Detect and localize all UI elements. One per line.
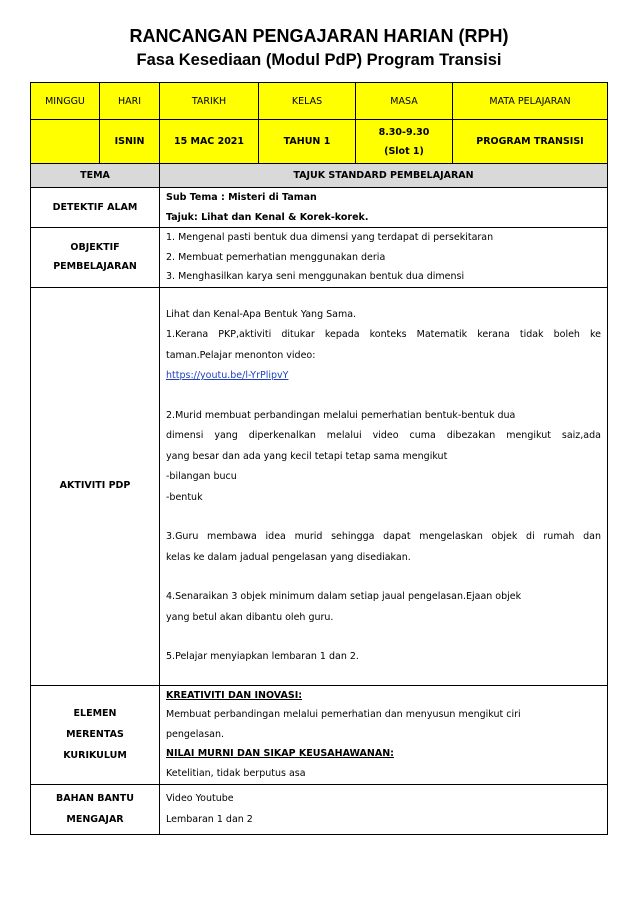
aktiviti-row	[31, 287, 608, 685]
header-tarikh: TARIKH	[160, 83, 259, 120]
value-minggu	[31, 120, 100, 164]
aktiviti-content	[160, 287, 608, 685]
bahan-item: Lembaran 1 dan 2	[166, 814, 253, 825]
value-kelas: TAHUN 1	[259, 120, 356, 164]
aktiviti-step-1-cont: taman.Pelajar menonton video:	[166, 349, 316, 361]
tajuk-standard-label: TAJUK STANDARD PEMBELAJARAN	[160, 164, 608, 188]
video-link[interactable]: https://youtu.be/l-YrPlipvY	[166, 370, 289, 381]
bahan-content	[160, 784, 608, 834]
elemen-row	[31, 685, 608, 784]
kreativiti-text: Membuat perbandingan melalui pemerhatian dan menyusun mengikut ciri	[166, 709, 521, 721]
aktiviti-step-4: 4.Senaraikan 3 objek minimum dalam setiap jaual pengelasan.Ejaan objek	[166, 591, 522, 602]
header-mata-pelajaran: MATA PELAJARAN	[453, 83, 608, 120]
bahan-label-2: MENGAJAR	[66, 814, 124, 825]
header-kelas: KELAS	[259, 83, 356, 120]
objektif-label	[31, 228, 160, 288]
bahan-item: Video Youtube	[166, 793, 234, 804]
objektif-item: 1. Mengenal pasti bentuk dua dimensi yang terdapat di persekitaran	[166, 232, 494, 243]
sub-tema: Sub Tema : Misteri di Taman	[166, 192, 317, 203]
aktiviti-step-2: 2.Murid membuat perbandingan melalui pemerhatian bentuk-bentuk dua	[166, 409, 516, 421]
kreativiti-text-cont: pengelasan.	[166, 728, 225, 740]
aktiviti-label: AKTIVITI PDP	[31, 287, 160, 685]
objektif-row	[31, 228, 608, 288]
elemen-label-2: MERENTAS	[66, 729, 124, 740]
page-title: RANCANGAN PENGAJARAN HARIAN (RPH)	[129, 26, 509, 46]
detektif-content	[160, 188, 608, 228]
bahan-row	[31, 784, 608, 834]
aktiviti-step-5: 5.Pelajar menyiapkan lembaran 1 dan 2.	[166, 651, 359, 662]
objektif-label-1: OBJEKTIF	[70, 241, 120, 253]
objektif-item: 3. Menghasilkan karya seni menggunakan bentuk dua dimensi	[166, 271, 465, 282]
objektif-content	[160, 228, 608, 288]
header-minggu: MINGGU	[31, 83, 100, 120]
value-row	[31, 120, 608, 164]
nilai-murni-text: Ketelitian, tidak berputus asa	[166, 767, 306, 779]
tema-row	[31, 164, 608, 188]
header-row	[31, 83, 608, 120]
kreativiti-heading: KREATIVITI DAN INOVASI:	[166, 689, 303, 701]
elemen-label-1: ELEMEN	[73, 708, 117, 719]
rph-table	[30, 82, 608, 835]
value-mata-pelajaran: PROGRAM TRANSISI	[453, 120, 608, 164]
aktiviti-step-1: 1.Kerana PKP,aktiviti ditukar kepada konteks Matematik kerana tidak boleh ke	[166, 329, 601, 340]
detektif-label: DETEKTIF ALAM	[31, 188, 160, 228]
tema-label: TEMA	[31, 164, 160, 188]
header-hari: HARI	[100, 83, 160, 120]
page-subtitle: Fasa Kesediaan (Modul PdP) Program Transisi	[136, 51, 502, 69]
detektif-row	[31, 188, 608, 228]
tajuk: Tajuk: Lihat dan Kenal & Korek-korek.	[166, 211, 369, 223]
value-masa	[356, 120, 453, 164]
elemen-label	[31, 685, 160, 784]
aktiviti-step-2-bucu: -bilangan bucu	[166, 471, 237, 482]
elemen-label-3: KURIKULUM	[63, 750, 127, 761]
aktiviti-step-4-cont: yang betul akan dibantu oleh guru.	[166, 611, 334, 623]
value-masa-slot: (Slot 1)	[384, 145, 424, 157]
objektif-label-2: PEMBELAJARAN	[53, 261, 137, 273]
header-masa: MASA	[356, 83, 453, 120]
value-tarikh: 15 MAC 2021	[160, 120, 259, 164]
aktiviti-step-3: 3.Guru membawa idea murid sehingga dapat mengelaskan objek di rumah dan	[166, 531, 601, 542]
bahan-label-1: BAHAN BANTU	[56, 793, 134, 804]
aktiviti-step-2-bentuk: -bentuk	[166, 491, 203, 503]
aktiviti-step-2-cont: yang besar dan ada yang kecil tetapi tetap sama mengikut	[166, 450, 448, 462]
bahan-label	[31, 784, 160, 834]
objektif-item: 2. Membuat pemerhatian menggunakan deria	[166, 251, 386, 263]
aktiviti-intro: Lihat dan Kenal-Apa Bentuk Yang Sama.	[166, 308, 357, 320]
nilai-murni-heading: NILAI MURNI DAN SIKAP KEUSAHAWANAN:	[166, 748, 394, 760]
aktiviti-step-2-cont: dimensi yang diperkenalkan melalui video cuma dibezakan mengikut saiz,ada	[166, 430, 601, 441]
elemen-content	[160, 685, 608, 784]
value-masa-time: 8.30-9.30	[378, 126, 430, 138]
aktiviti-step-3-cont: kelas ke dalam jadual pengelasan yang disediakan.	[166, 551, 411, 563]
value-hari: ISNIN	[100, 120, 160, 164]
